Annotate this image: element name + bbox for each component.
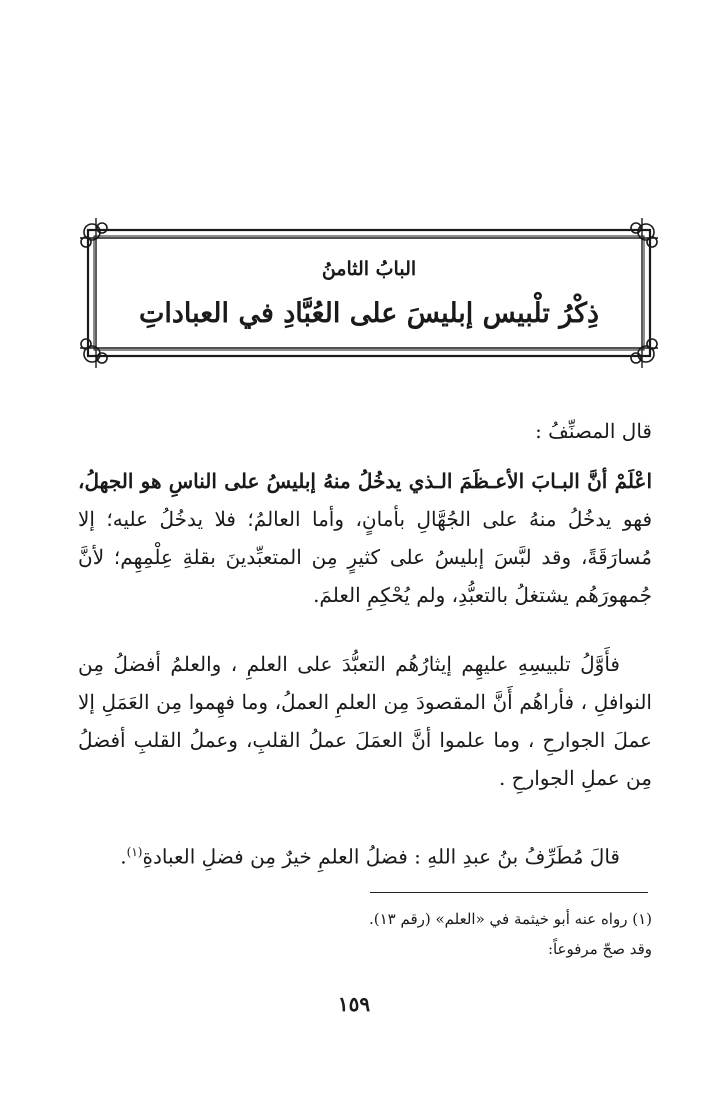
author-intro: قال المصنِّفُ :: [535, 419, 652, 443]
paragraph-3-text: قالَ مُطَرِّفُ بنُ عبدِ اللهِ : فضلُ العلمِ خيرٌ مِن فضلِ العبادةِ: [142, 844, 620, 869]
paragraph-3: [78, 833, 652, 876]
footnote-1-continued: وقد صحّ مرفوعاً:: [547, 940, 652, 958]
paragraph-1-lead: اعْلَمْ أنَّ البـابَ الأعـظَمَ الـذي يدخُلُ منهُ إبليسُ على الناسِ هو الجهلُ،: [78, 469, 653, 493]
footnote-divider: [370, 892, 648, 893]
page-number: ١٥٩: [337, 992, 371, 1016]
paragraph-3-end: .: [120, 844, 127, 869]
footnotes: [300, 904, 652, 964]
paragraph-2: فأَوَّلُ تلبيسِهِ عليهِم إيثارُهُم التعبُّدَ على العلمِ ، والعلمُ أفضلُ مِن النوافلِ ، فأراهُم أَنَّ المقصودَ مِن العلمِ العملُ، وما فهِموا مِن العَمَلِ إلا عملَ الجوارحِ ، وما علموا أنَّ العمَلَ عملُ القلبِ، وعملُ القلبِ أفضلُ مِن عملِ الجوارحِ .: [78, 652, 652, 790]
chapter-frame: [80, 218, 658, 368]
footnote-1: (١) رواه عنه أبو خيثمة في «العلم» (رقم ١٣).: [368, 910, 652, 928]
chapter-title: ذِكْرُ تلْبيس إبليسَ على العُبَّادِ في العباداتِ: [138, 298, 600, 329]
chapter-number: البابُ الثامنُ: [321, 258, 417, 280]
paragraph-1-rest: فهو يدخُلُ منهُ على الجُهَّالِ بأمانٍ، وأما العالمُ؛ فلا يدخُلُ عليه؛ إلا مُسارَقَةً، وقد لبَّسَ إبليسُ على كثيرٍ مِن المتعبِّدينَ بقلةِ عِلْمِهِم؛ لأنَّ جُمهورَهُم يشتغلُ بالتعبُّدِ، ولم يُحْكِمِ العلمَ.: [78, 507, 653, 607]
ornamental-border: [80, 218, 658, 368]
paragraph-1: [78, 462, 652, 614]
footnote-marker: (١): [126, 845, 143, 859]
